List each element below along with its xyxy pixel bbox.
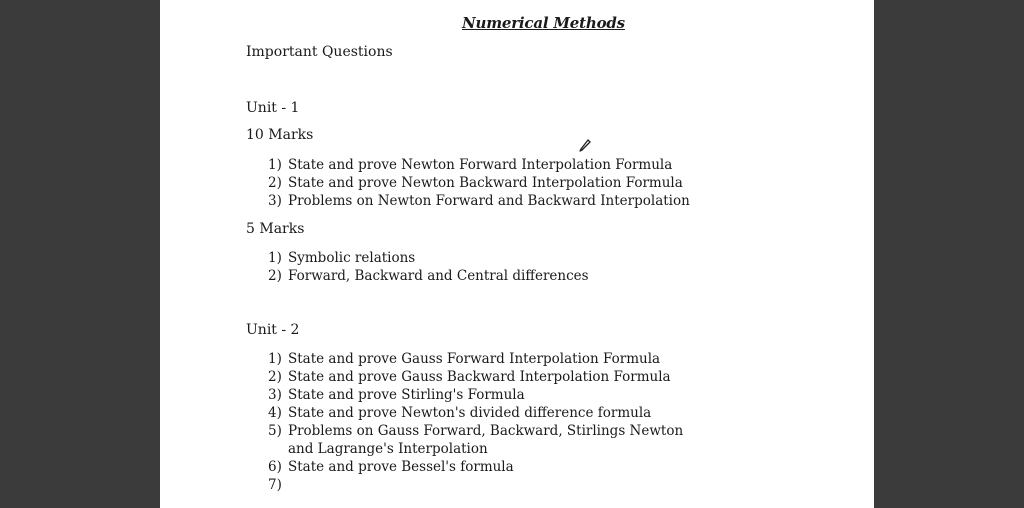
list-item: 1) Symbolic relations [268, 250, 416, 266]
document-title: Numerical Methods [462, 14, 625, 32]
unit-2-heading: Unit - 2 [246, 322, 300, 338]
document-page [160, 0, 874, 508]
unit-1-10-marks-list [268, 156, 690, 210]
list-item: 3) State and prove Stirling's Formula [268, 387, 525, 403]
list-item: 7) [268, 477, 282, 493]
list-item: 1) State and prove Gauss Forward Interpolation Formula [268, 351, 661, 367]
pencil-icon [578, 138, 592, 152]
unit-1-5-marks-heading: 5 Marks [246, 221, 305, 237]
unit-2-list [268, 350, 708, 494]
unit-1-5-marks-list [268, 249, 589, 285]
list-item: 1) State and prove Newton Forward Interpolation Formula [268, 157, 673, 173]
list-item: 5) Problems on Gauss Forward, Backward, Stirlings Newton and Lagrange's Interpolation [268, 423, 684, 457]
unit-1-heading: Unit - 1 [246, 100, 300, 116]
list-item: 4) State and prove Newton's divided difference formula [268, 405, 652, 421]
list-item: 2) Forward, Backward and Central differences [268, 268, 589, 284]
list-item: 3) Problems on Newton Forward and Backward Interpolation [268, 193, 690, 209]
list-item: 2) State and prove Gauss Backward Interpolation Formula [268, 369, 671, 385]
unit-1-10-marks-heading: 10 Marks [246, 127, 314, 143]
list-item: 2) State and prove Newton Backward Interpolation Formula [268, 175, 683, 191]
list-item: 6) State and prove Bessel's formula [268, 459, 514, 475]
document-subtitle: Important Questions [246, 44, 393, 60]
